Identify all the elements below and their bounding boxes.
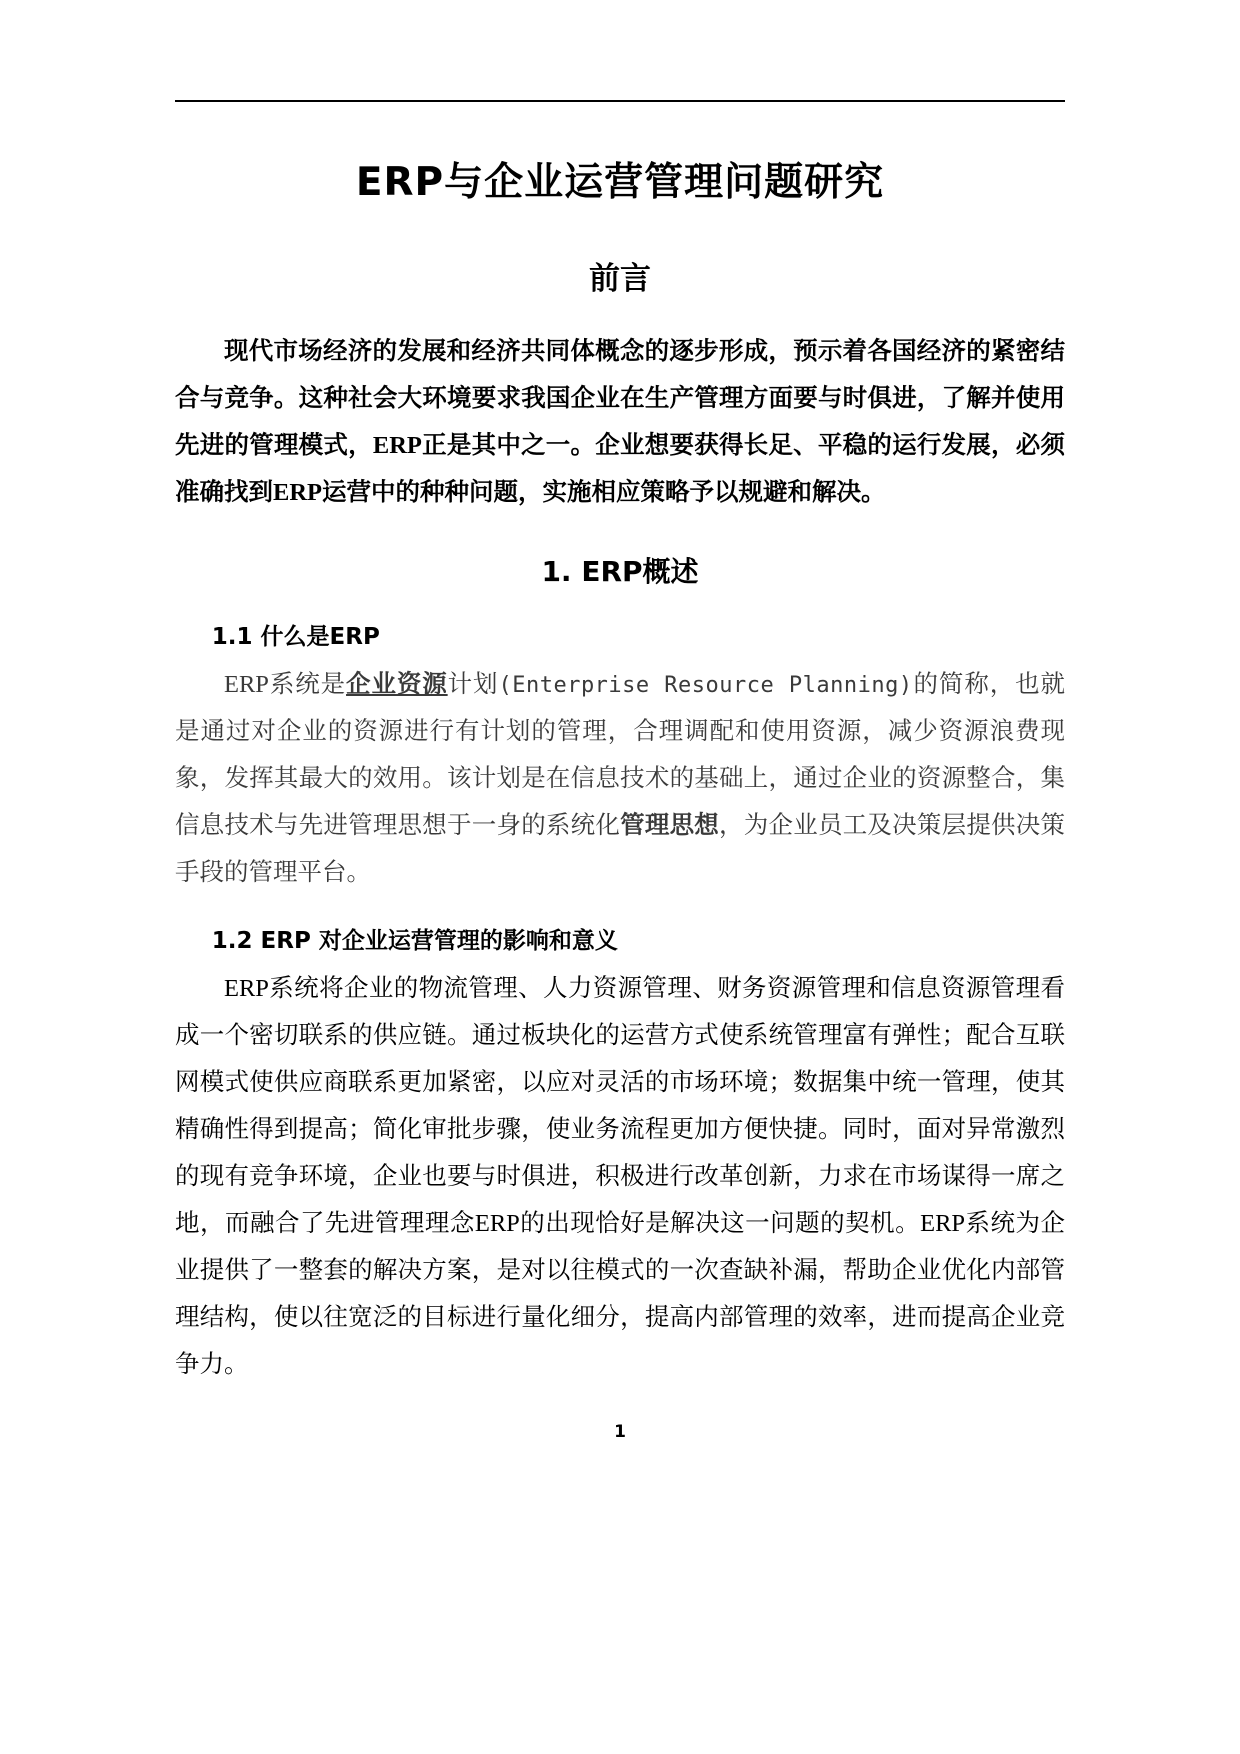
section-1-1-heading: 1.1 什么是ERP [211,623,380,650]
section-1-2-heading: 1.2 ERP 对企业运营管理的影响和意义 [211,928,618,955]
paragraph-english-term: (Enterprise Resource Planning) [498,672,913,698]
paragraph-lead: ERP系统是 [224,670,347,698]
paragraph-underlined: 企业资源 [346,670,448,698]
header-rule [175,100,1065,102]
section-1-2-paragraph: ERP系统将企业的物流管理、人力资源管理、财务资源管理和信息资源管理看成一个密切联系的供应链。通过板块化的运营方式使系统管理富有弹性；配合互联网模式使供应商联系更加紧密，以应对灵活的市场环境；数据集中统一管理，使其精确性得到提高；简化审批步骤，使业务流程更加方便快捷。同时，面对异常激烈的现有竞争环境，企业也要与时俱进，积极进行改革创新，力求在市场谋得一席之地，而融合了先进管理理念ERP的出现恰好是解决这一问题的契机。ERP系统为企业提供了一整套的解决方案，是对以往模式的一次查缺补漏，帮助企业优化内部管理结构，使以往宽泛的目标进行量化细分，提高内部管理的效率，进而提高企业竞争力。 [175,975,1065,1379]
paragraph-bold-term: 管理思想 [620,812,720,840]
paragraph-after: 的简称，也就是通过对企业的资源进行有计划的管理，合理调配和使用资源，减少资源浪费现象，发挥其最大的效用。该计划是在信息技术的基础上，通过企业的资源整合，集信息技术与先进管理思想于一身的系统化 [175,670,1066,840]
page-number: 1 [614,1422,626,1442]
paragraph-mid: 计划 [447,670,499,698]
page-content [175,100,1065,1398]
section-1-1-paragraph [175,661,1065,896]
page-title: ERP与企业运营管理问题研究 [355,160,885,205]
section-1-heading: 1. ERP概述 [541,554,699,588]
paragraph-tail: ，为企业员工及决策层提供决策手段的管理平台。 [175,812,1066,887]
preface-heading: 前言 [589,260,651,297]
preface-paragraph: 现代市场经济的发展和经济共同体概念的逐步形成，预示着各国经济的紧密结合与竞争。这种社会大环境要求我国企业在生产管理方面要与时俱进，了解并使用先进的管理模式，ERP正是其中之一。企业想要获得长足、平稳的运行发展，必须准确找到ERP运营中的种种问题，实施相应策略予以规避和解决。 [175,337,1065,506]
